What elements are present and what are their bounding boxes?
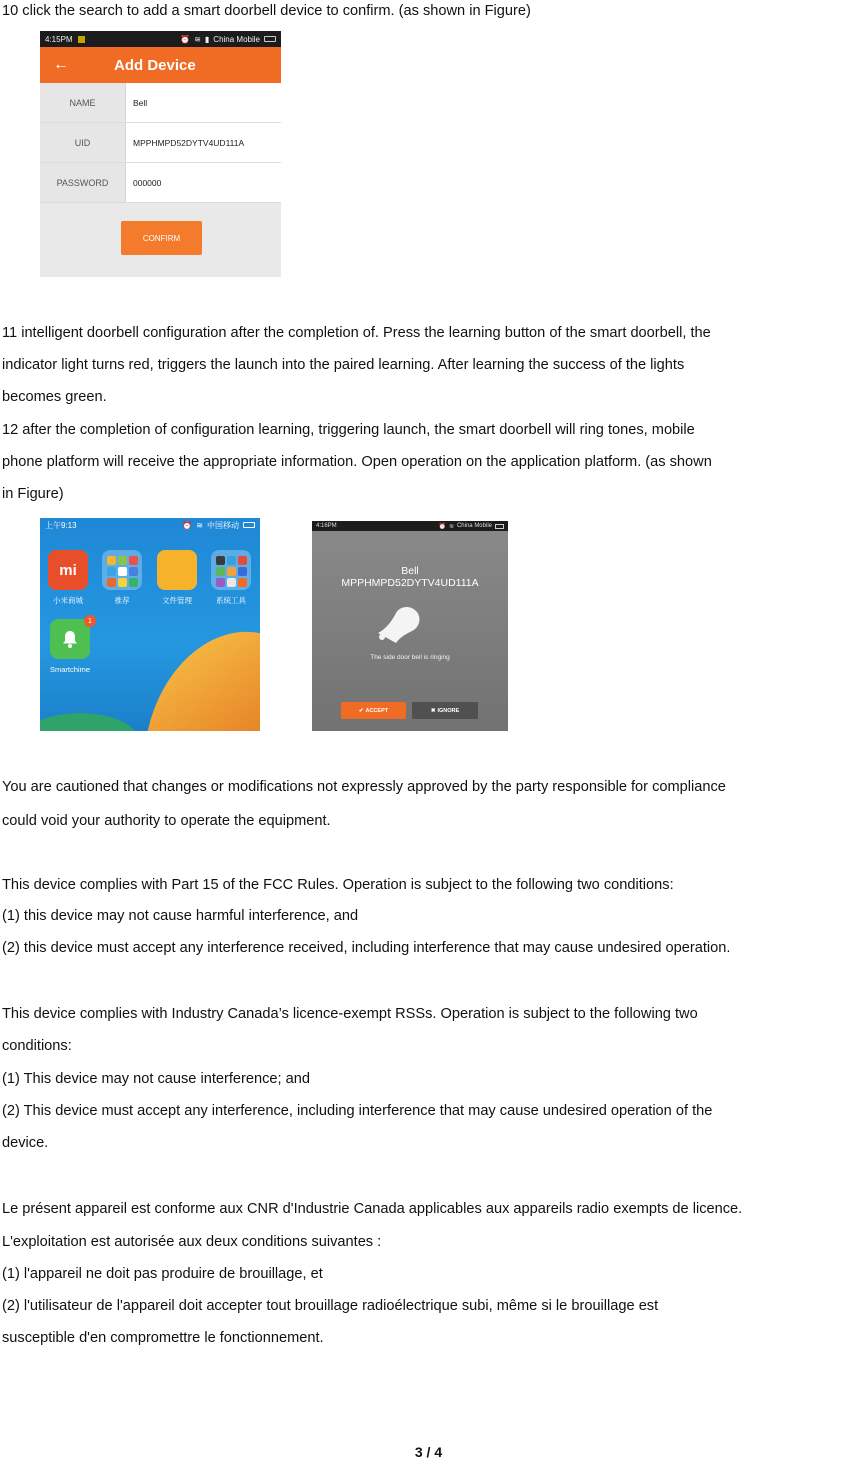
status-bar [40,31,281,47]
bell-icon [58,627,82,651]
step-12-line-1: 12 after the completion of configuration learning, triggering launch, the smart doorbell will ring tones, mobile [2,422,695,438]
ic-line-3: (1) This device may not cause interference; and [2,1071,310,1087]
wifi-icon: ≋ [194,34,201,44]
smartchime-app-icon[interactable] [50,619,90,659]
step-12-line-3: in Figure) [2,486,64,502]
carrier-name: 中国移动 [207,520,239,530]
status-bar [40,518,260,532]
mi-store-app-icon[interactable]: mi [48,550,88,590]
name-label: NAME [40,83,126,122]
status-time: 4:15PM [45,34,73,44]
fcc-line-3: (2) this device must accept any interference received, including interference that may cause undesired operation. [2,940,731,956]
password-field[interactable]: 000000 [126,163,281,202]
battery-icon [495,524,504,529]
recommended-folder-label: 推荐 [114,596,130,605]
uid-row [40,123,281,163]
fr-line-2: L'exploitation est autorisée aux deux conditions suivantes : [2,1234,382,1250]
password-row [40,163,281,203]
home-screen-screenshot [40,518,260,731]
accept-label: ACCEPT [365,707,389,714]
accept-button[interactable] [341,702,406,719]
fcc-line-1: This device complies with Part 15 of the FCC Rules. Operation is subject to the following two conditions: [2,877,674,893]
ignore-label: IGNORE [437,707,460,714]
ringing-screenshot [312,521,508,731]
battery-icon [264,36,276,42]
back-arrow-icon[interactable]: ← [53,56,69,73]
wifi-icon: ≋ [196,520,203,530]
password-label: PASSWORD [40,163,126,202]
close-icon: ✖ [430,707,436,714]
step-10-text: 10 click the search to add a smart doorbell device to confirm. (as shown in Figure) [2,3,531,19]
uid-field[interactable]: MPPHMPD52DYTV4UD111A [126,123,281,162]
step-11-line-2: indicator light turns red, triggers the launch into the paired learning. After learning the success of the lights [2,357,685,373]
battery-icon [243,522,255,528]
fr-line-3: (1) l'appareil ne doit pas produire de brouillage, et [2,1266,323,1282]
status-bar [312,521,508,531]
page-title: Add Device [114,56,196,74]
alarm-icon: ⏰ [438,523,446,530]
carrier-name: China Mobile [456,523,492,529]
page-number: 3 / 4 [414,1444,443,1460]
device-uid: MPPHMPD52DYTV4UD111A [341,577,479,589]
alarm-icon: ⏰ [182,520,193,530]
smartchime-app-label: Smartchime [49,665,90,674]
fr-line-1: Le présent appareil est conforme aux CNR d'Industrie Canada applicables aux appareils radio exempts de licence. [2,1201,743,1217]
ic-line-1: This device complies with Industry Canada’s licence-exempt RSSs. Operation is subject to the following two [2,1006,698,1022]
carrier-name: China Mobile [213,34,260,44]
status-time: 4:16PM [316,523,337,529]
ic-line-2: conditions: [2,1038,72,1054]
ic-line-4: (2) This device must accept any interference, including interference that may cause undesired operation of the [2,1103,713,1119]
file-manager-app-icon[interactable] [157,550,197,590]
fr-line-4: (2) l'utilisateur de l'appareil doit accepter tout brouillage radioélectrique subi, même si le brouillage est [2,1298,659,1314]
signal-icon: ▮ [204,34,210,44]
step-11-line-1: 11 intelligent doorbell configuration after the completion of. Press the learning button of the smart doorbell, the [2,325,711,341]
wifi-icon: ≋ [448,523,454,530]
wallpaper-shape [131,615,260,731]
device-name: Bell [401,565,419,577]
system-tools-folder-label: 系统工具 [216,596,246,605]
caution-line-1: You are cautioned that changes or modifications not expressly approved by the party responsible for compliance [2,779,726,795]
recommended-folder-icon[interactable] [102,550,142,590]
alarm-icon: ⏰ [180,34,191,44]
notification-badge: 1 [84,615,96,627]
notification-icon [78,36,85,43]
ignore-button[interactable] [412,702,478,719]
fr-line-5: susceptible d'en compromettre le fonctionnement. [2,1330,324,1346]
add-device-screenshot [40,31,281,277]
confirm-button[interactable]: CONFIRM [121,221,202,255]
step-12-line-2: phone platform will receive the appropriate information. Open operation on the application platform. (as shown [2,454,712,470]
app-header [40,47,281,83]
ringing-message: The side door bell is ringing [370,654,450,661]
file-manager-app-label: 文件管理 [162,596,192,605]
mi-store-app-label: 小米商城 [53,596,83,605]
status-time: 上午9:13 [45,520,77,530]
bell-icon [370,603,430,643]
check-icon: ✔ [358,707,364,714]
fcc-line-2: (1) this device may not cause harmful interference, and [2,908,359,924]
ic-line-5: device. [2,1135,49,1151]
step-11-line-3: becomes green. [2,389,107,405]
system-tools-folder-icon[interactable] [211,550,251,590]
name-row [40,83,281,123]
name-field[interactable]: Bell [126,83,281,122]
wallpaper-hill [40,713,140,731]
uid-label: UID [40,123,126,162]
caution-line-2: could void your authority to operate the equipment. [2,813,331,829]
